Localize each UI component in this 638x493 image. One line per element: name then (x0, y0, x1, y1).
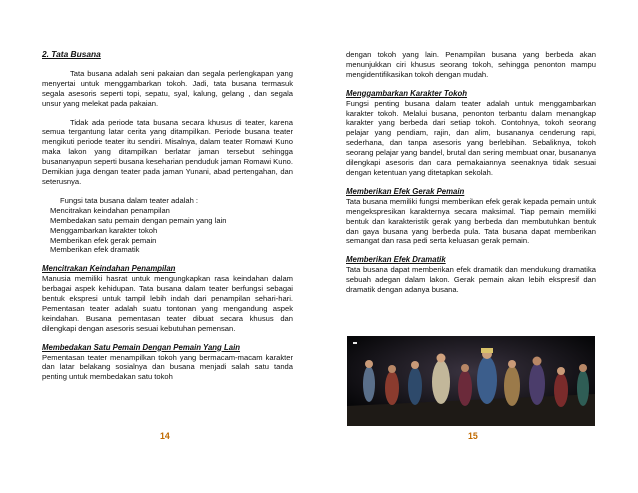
paragraph-2: Tidak ada periode tata busana secara khusus di teater, karena semua tergantung latar cerita yang ditampilkan. Periode busana teater mengikuti periode teater itu sendiri. Misalnya, dalam teater Romawi Kuno maka lakon yang ditampilkan berlatar jaman tersebut sehingga busananyapun seperti busana keseharian penduduk jaman Romawi Kuno. Demikian juga dengan teater pada jaman Yunani, abad pertengahan, dan seterusnya. (42, 117, 293, 186)
function-list (42, 206, 293, 256)
page-number-left: 14 (160, 431, 170, 441)
right-column (346, 50, 596, 295)
paragraph-efek-dramatik: Tata busana dapat memberikan efek dramatik dan mendukung dramatika sebuah adegan dalam lakon. Gerak pemain akan lebih ekspresif dan dramatik dengan adanya busana. (346, 265, 596, 295)
paragraph-keindahan: Manusia memiliki hasrat untuk mengungkapkan rasa keindahan dalam berbagai aspek kehidupan. Tata busana dalam teater berfungsi sebagai bentuk ekspresi untuk tampil lebih indah dari penampilan sehari-hari. Pementasan teater adalah suatu tontonan yang mengandung aspek keindahan. Busana pementasan teater dibuat secara khusus dan dilengkapi dengan asesoris sesuai kebutuhan pemensan. (42, 274, 293, 333)
subheading-efek-dramatik: Memberikan Efek Dramatik (346, 255, 446, 265)
list-intro: Fungsi tata busana dalam teater adalah : (60, 195, 199, 205)
paragraph-efek-gerak: Tata busana memiliki fungsi memberikan efek gerak kepada pemain untuk mengekspresikan karakternya secara maksimal. Tiap pemain memiliki bentuk dan karakteristik gerak yang berbeda dan membutuhkan bentuk dan gaya busana yang berbeda pula. Tata busana dapat memberikan semangat dan rasa pedi serta keluasan gerak pemain. (346, 196, 596, 246)
section-title: 2. Tata Busana (42, 49, 101, 59)
subheading-keindahan: Mencitrakan Keindahan Penampilan (42, 264, 176, 274)
subheading-karakter: Menggambarkan Karakter Tokoh (346, 88, 468, 98)
list-item: Mencitrakan keindahan penampilan (50, 205, 170, 215)
subheading-membedakan: Membedakan Satu Pemain Dengan Pemain Yang Lain (42, 342, 241, 352)
paragraph-karakter: Fungsi penting busana dalam teater adalah untuk menggambarkan karakter tokoh. Melalui busana, penonton terbantu dalam menangkap karakter yang berbeda dari setiap tokoh. Contohnya, tokoh seorang pelajar yang pendiam, rajin, dan alim, busananya cenderung rapi, sederhana, dan tanpa asesoris yang berlebihan. Sebaliknya, tokoh seorang pelajar yang bandel, brutal dan sering membuat onar, busananya dilengkapi asesoris dan cara pemakaiannya seenaknya tidak sesuai dengan ketentuan yang ditetapkan sekolah. (346, 98, 596, 177)
list-item: Memberikan efek dramatik (50, 245, 140, 255)
page-number-right: 15 (468, 431, 478, 441)
paragraph-membedakan: Pementasan teater menampilkan tokoh yang bermacam-macam karakter dan latar belakang sosialnya dan busana menjadi salah satu tanda penting untuk membedakan satu tokoh (42, 352, 293, 382)
list-item: Membedakan satu pemain dengan pemain yang lain (50, 215, 227, 225)
theater-stage-photo (347, 336, 595, 426)
list-item: Memberikan efek gerak pemain (50, 235, 157, 245)
list-item: Menggambarkan karakter tokoh (50, 225, 158, 235)
subheading-efek-gerak: Memberikan Efek Gerak Pemain (346, 186, 465, 196)
paragraph-continuation: dengan tokoh yang lain. Penampilan busana yang berbeda akan menunjukkan ciri khusus seorang tokoh, sehingga penonton mampu mengidentifikasikan tokoh dengan mudah. (346, 50, 596, 79)
paragraph-1: Tata busana adalah seni pakaian dan segala perlengkapan yang menyertai untuk menggambarkan tokoh. Jadi, tata busana termasuk segala asesoris seperti topi, sepatu, syal, kalung, gelang , dan segala unsur yang melekat pada pakaian. (42, 68, 293, 108)
left-column (42, 50, 293, 382)
